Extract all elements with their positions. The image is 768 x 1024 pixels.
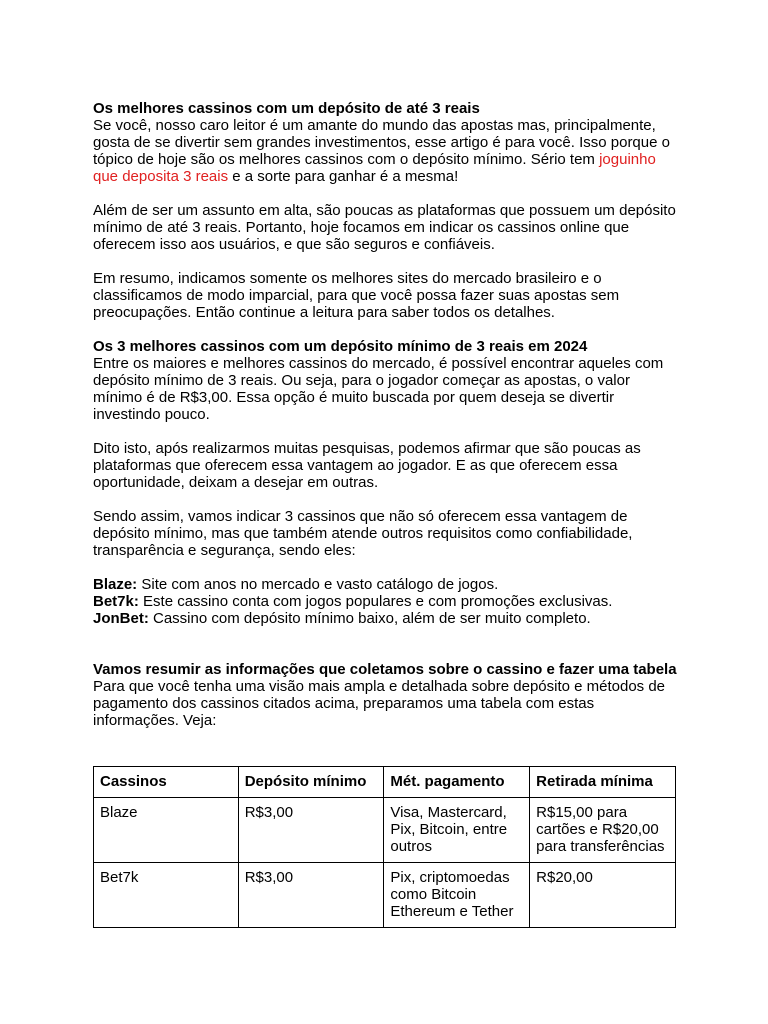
table-cell: R$15,00 para cartões e R$20,00 para transferências — [530, 798, 676, 863]
list-item-desc: Cassino com depósito mínimo baixo, além de ser muito completo. — [148, 610, 591, 627]
table-cell: R$20,00 — [530, 863, 676, 928]
spacer — [93, 253, 683, 270]
spacer — [93, 321, 683, 338]
paragraph-intro — [93, 117, 683, 185]
table-header-cell: Retirada mínima — [530, 767, 676, 798]
list-item-desc: Este cassino conta com jogos populares e com promoções exclusivas. — [138, 593, 613, 610]
list-item-name: Bet7k: — [93, 593, 139, 610]
list-item-blaze — [93, 576, 683, 593]
list-item-bet7k — [93, 593, 683, 610]
paragraph-intro-text-start: Se você, nosso caro leitor é um amante do mundo das apostas mas, principalmente, gosta de se divertir sem grandes investimentos, esse artigo é para você. Isso porque o tópico de hoje são os melhores cassinos com o depósito mínimo. Sério tem — [93, 117, 670, 168]
section-heading-2: Os 3 melhores cassinos com um depósito mínimo de 3 reais em 2024 — [93, 338, 588, 355]
paragraph-7: Para que você tenha uma visão mais ampla e detalhada sobre depósito e métodos de pagamento dos cassinos citados acima, preparamos uma tabela com estas informações. Veja: — [93, 678, 666, 729]
spacer — [93, 559, 683, 576]
paragraph-2: Além de ser um assunto em alta, são poucas as plataformas que possuem um depósito mínimo de até 3 reais. Portanto, hoje focamos em indicar os cassinos online que oferecem isso aos usuários, e que são seguros e confiáveis. — [93, 202, 676, 253]
list-item-name: JonBet: — [93, 610, 149, 627]
table-header-row — [94, 767, 676, 798]
casino-table — [93, 766, 676, 928]
paragraph-3: Em resumo, indicamos somente os melhores sites do mercado brasileiro e o classificamos de modo imparcial, para que você possa fazer suas apostas sem preocupações. Então continue a leitura para saber todos os detalhes. — [93, 270, 620, 321]
spacer — [93, 644, 683, 661]
table-cell: Blaze — [94, 798, 239, 863]
table-cell: Visa, Mastercard, Pix, Bitcoin, entre outros — [384, 798, 530, 863]
table-cell: Bet7k — [94, 863, 239, 928]
table-row — [94, 863, 676, 928]
list-item-desc: Site com anos no mercado e vasto catálogo de jogos. — [137, 576, 499, 593]
section-heading-1: Os melhores cassinos com um depósito de até 3 reais — [93, 100, 480, 117]
spacer — [93, 423, 683, 440]
section-heading-3: Vamos resumir as informações que coletamos sobre o cassino e fazer uma tabela — [93, 661, 677, 678]
spacer — [93, 491, 683, 508]
table-header-cell: Mét. pagamento — [384, 767, 530, 798]
spacer — [93, 627, 683, 644]
table-header-cell: Depósito mínimo — [238, 767, 384, 798]
list-item-name: Blaze: — [93, 576, 138, 593]
list-item-jonbet — [93, 610, 683, 627]
spacer — [93, 185, 683, 202]
table-cell: R$3,00 — [238, 798, 384, 863]
paragraph-intro-text-end: e a sorte para ganhar é a mesma! — [228, 168, 459, 185]
table-row — [94, 798, 676, 863]
paragraph-5: Dito isto, após realizarmos muitas pesquisas, podemos afirmar que são poucas as plataformas que oferecem essa vantagem ao jogador. E as que oferecem essa oportunidade, deixam a desejar em outras. — [93, 440, 641, 491]
paragraph-4: Entre os maiores e melhores cassinos do mercado, é possível encontrar aqueles com depósito mínimo de 3 reais. Ou seja, para o jogador começar as apostas, o valor mínimo é de R$3,00. Essa opção é muito buscada por quem deseja se divertir investindo pouco. — [93, 355, 664, 423]
paragraph-6: Sendo assim, vamos indicar 3 cassinos que não só oferecem essa vantagem de depósito mínimo, mas que também atende outros requisitos como confiabilidade, transparência e segurança, sendo eles: — [93, 508, 633, 559]
article — [93, 100, 683, 729]
table-header-cell: Cassinos — [94, 767, 239, 798]
casino-link[interactable]: joguinho que deposita 3 reais — [93, 151, 656, 185]
table-cell: Pix, criptomoedas como Bitcoin Ethereum e Tether — [384, 863, 530, 928]
table-cell: R$3,00 — [238, 863, 384, 928]
